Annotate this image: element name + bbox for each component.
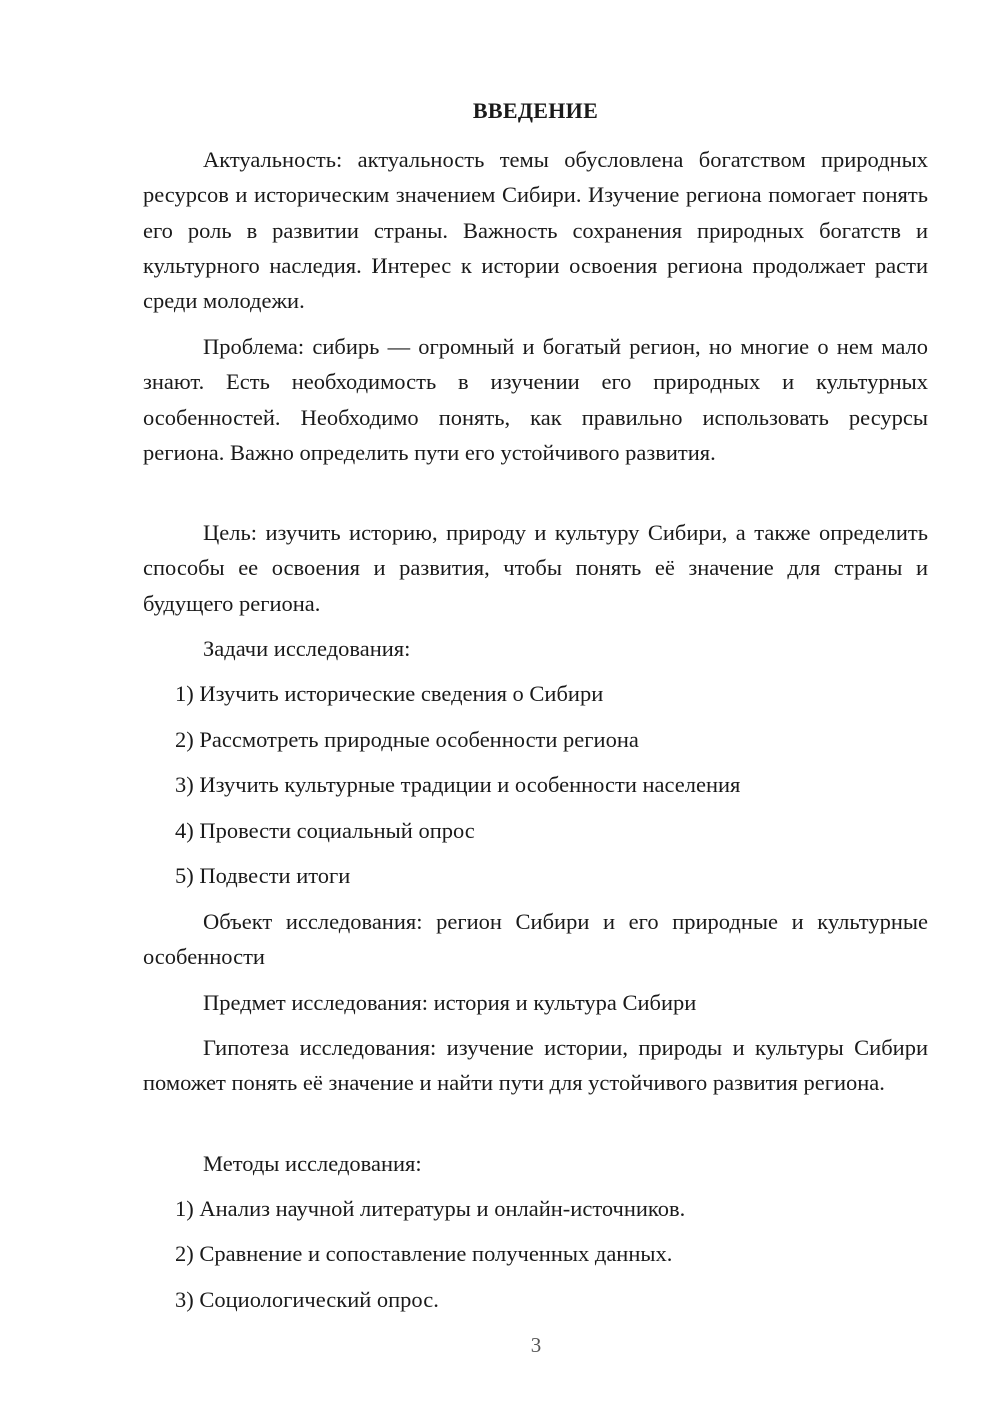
method-item: 3) Социологический опрос. xyxy=(175,1287,439,1312)
task-item: 5) Подвести итоги xyxy=(175,863,351,888)
tasks-label: Задачи исследования: xyxy=(203,636,411,661)
section-heading: ВВЕДЕНИЕ xyxy=(472,98,599,123)
object-paragraph: Объект исследования: регион Сибири и его природные и культурные особенности xyxy=(143,909,928,970)
task-item: 3) Изучить культурные традиции и особенности населения xyxy=(175,772,741,797)
subject-paragraph: Предмет исследования: история и культура Сибири xyxy=(203,990,697,1015)
task-item: 2) Рассмотреть природные особенности региона xyxy=(175,727,639,752)
methods-label: Методы исследования: xyxy=(203,1151,422,1176)
task-item: 1) Изучить исторические сведения о Сибири xyxy=(175,681,604,706)
page-number: 3 xyxy=(530,1333,542,1357)
task-item: 4) Провести социальный опрос xyxy=(175,818,475,843)
method-item: 2) Сравнение и сопоставление полученных данных. xyxy=(175,1241,673,1266)
problem-paragraph: Проблема: сибирь — огромный и богатый регион, но многие о нем мало знают. Есть необходимость в изучении его природных и культурных особенностей. Необходимо понять, как правильно использовать ресурсы региона. Важно определить пути его устойчивого развития. xyxy=(143,334,928,465)
goal-paragraph: Цель: изучить историю, природу и культуру Сибири, а также определить способы ее освоения и развития, чтобы понять её значение для страны и будущего региона. xyxy=(143,520,928,616)
method-item: 1) Анализ научной литературы и онлайн-источников. xyxy=(175,1196,686,1221)
relevance-paragraph: Актуальность: актуальность темы обусловлена богатством природных ресурсов и историческим значением Сибири. Изучение региона помогает понять его роль в развитии страны. Важность сохранения природных богатств и культурного наследия. Интерес к истории освоения региона продолжает расти среди молодежи. xyxy=(143,147,928,314)
hypothesis-paragraph: Гипотеза исследования: изучение истории, природы и культуры Сибири поможет понять её значение и найти пути для устойчивого развития региона. xyxy=(143,1035,928,1096)
